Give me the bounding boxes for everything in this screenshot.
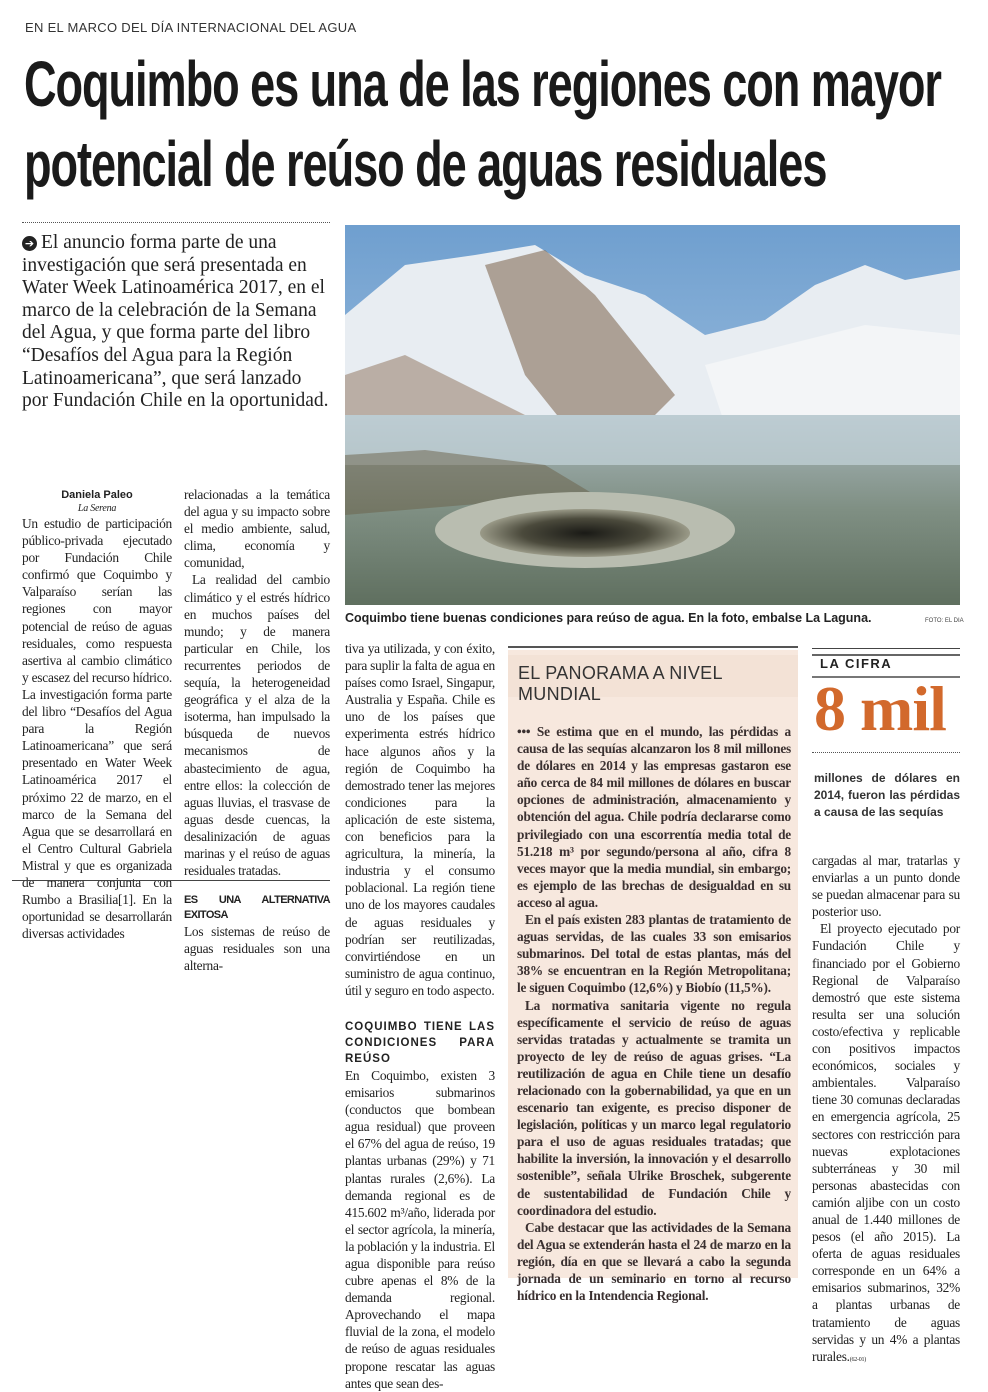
photo-image — [345, 225, 960, 605]
headline-line-2: potencial de reúso de aguas residuales — [24, 128, 827, 200]
body-column-2 — [184, 486, 330, 974]
divider — [812, 752, 960, 753]
cifra-label: LA CIFRA — [820, 656, 893, 671]
arrow-right-icon: ➔ — [22, 236, 37, 251]
body-column-1 — [22, 488, 172, 942]
body-paragraph: cargadas al mar, tratarlas y enviarlas a un punto donde se puedan almacenar para su posterior uso. — [812, 853, 960, 920]
subheading: COQUIMBO TIENE LAS CONDICIONES PARA REÚSO — [345, 1020, 495, 1065]
body-text: El proyecto ejecutado por Fundación Chile y financiado por el Gobierno Regional de Valparaíso demostró que este sistema resulta ser una solución costo/efectiva y replicable con positivos impactos económicos, sociales y ambientales. Valparaíso tiene 30 comunas declaradas en emergencia agrícola, 25 sectores con restricción para nuevas explotaciones subterráneas y 30 mil personas abastecidas con camión aljibe con un costo anual de 1.440 millones de pesos (el año 2015). La oferta de aguas residuales corresponde en un 64% a emisarios submarinos, 32% a plantas urbanas de tratamiento de aguas servidas y un 4% a plantas rurales. — [812, 921, 960, 1364]
sidebar-title: EL PANORAMA A NIVEL MUNDIAL — [508, 655, 798, 697]
body-paragraph — [812, 920, 960, 1368]
body-column-3 — [345, 640, 495, 1392]
headline-line-1: Coquimbo es una de las regiones con mayor — [24, 48, 941, 120]
body-column-4 — [812, 852, 960, 1369]
sidebar-paragraph: En el país existen 283 plantas de tratamiento de aguas servidas, de las cuales 33 son emisarios submarinos. Del total de estas plantas, más del 38% se encuentran en la Región Metropolitana; le siguen Coquimbo (12,6%) y Biobío (11,5%). — [517, 912, 791, 996]
sidebar-body — [517, 723, 791, 1304]
photo-credit: FOTO: EL DIA — [925, 618, 964, 624]
body-paragraph: relacionadas a la temática del agua y su impacto sobre el medio ambiente, salud, clima, economía y comunidad, — [184, 487, 330, 571]
photo-caption: Coquimbo tiene buenas condiciones para reúso de agua. En la foto, embalse La Laguna. — [345, 611, 872, 625]
sidebar-paragraph: Se estima que en el mundo, las pérdidas a causa de las sequías alcanzaron los 8 mil millones de dólares en 2014 y las empresas gastaron ese año cerca de 84 mil millones de dólares en buscar opciones de administración, almacenamiento y obtención del agua. Chile podría declararse como privilegiado con una escorrentía media total de 51.218 m³ por segundo/persona al año, cifra 8 veces mayor que la media mundial, sin embargo; es ejemplo de las brechas de desigualdad en su acceso al agua. — [517, 724, 792, 910]
photo-embalse-la-laguna — [345, 225, 960, 605]
kicker: EN EL MARCO DEL DÍA INTERNACIONAL DEL AGUA — [25, 20, 357, 35]
sidebar-paragraph: La normativa sanitaria vigente no regula específicamente el servicio de reúso de aguas servidas tratadas y actualmente se tramita un proyecto de ley de reúso de aguas grises. “La reutilización de agua en Chile tiene un desafío relacionado con la gobernabilidad, ya que en un escenario tan exigente, es preciso disponer de legislación, políticas y un marco legal regulatorio para el uso de aguas residuales tratadas; que habilite la inversión, la innovación y el desarrollo sostenible”, señala Ulrike Broschek, subgerente de sustentabilidad de Fundación Chile y coordinadora del estudio. — [517, 997, 791, 1218]
body-paragraph: En Coquimbo, existen 3 emisarios submarinos (conductos que bombean agua residual) que proveen el 67% del agua de reúso, 19 plantas urbanas (29%) y 71 plantas rurales (2,6%). La demanda regional es de 415.602 m³/año, liderada por el sector agrícola, la minería, la población y la industria. El agua disponible para reúso cubre apenas el 8% de la demanda regional. Aprovechando el mapa fluvial de la zona, el modelo de reúso de aguas residuales propone rescatar las aguas antes que sean des- — [345, 1067, 495, 1391]
body-paragraph: Un estudio de participación público-privada ejecutado por Fundación Chile confirmó que Coquimbo y Valparaíso serían las regiones con mayor potencial de reúso de aguas residuales, como respuesta asertiva al cambio climático y escasez del recurso hídrico. La investigación forma parte del libro “Desafíos del Agua para la Región Latinoamericana” que será presentado en Water Week Latinoamérica 2017 el próximo 22 de marzo, en el marco de la Semana del Agua que se desarrollará en el Centro Cultural Gabriela Mistral y que es organizada de manera conjunta con Rumbo a Brasilia[1]. En la oportunidad se desarrollarán diversas actividades — [22, 516, 172, 942]
body-paragraph: tiva ya utilizada, y con éxito, para suplir la falta de agua en países como Israel, Singapur, Australia y España. Chile es uno de los países que experimenta estrés hídrico hace algunos años y la región de Coquimbo ha demostrado tener las mejores condiciones para la aplicación de este sistema, con beneficios para la agricultura, la minería, la industria y el consumo poblacional. La región tiene uno de los mayores caudales de aguas residuales y podrían ser reutilizadas, convirtiéndose en un suministro de agua continuo, útil y seguro en todo aspecto. — [345, 641, 495, 998]
byline-place: La Serena — [77, 503, 117, 514]
sidebar-top-rule — [508, 646, 798, 648]
lead-text: El anuncio forma parte de una investigación que será presentada en Water Week Latinoamérica 2017, en el marco de la celebración de la Semana del Agua, y que forma parte del libro “Desafíos del Agua para la Región Latinoamericana”, que será lanzado por Fundación Chile en la oportunidad. — [22, 232, 329, 412]
headline — [24, 44, 962, 204]
body-paragraph: Los sistemas de reúso de aguas residuales son una alterna- — [184, 924, 330, 974]
cifra-top-rule — [812, 648, 960, 649]
sidebar-paragraph: Cabe destacar que las actividades de la Semana del Agua se extenderán hasta el 24 de marzo en la región, día en que se llevará a cabo la segunda jornada de un seminario en torno al recurso hídrico en la Intendencia Regional. — [517, 1219, 791, 1304]
divider — [22, 222, 330, 223]
cifra-value: 8 mil — [814, 673, 946, 744]
bullet-icon: ••• — [517, 724, 531, 739]
signoff: (62-01) — [849, 1356, 867, 1363]
subheading: ES UNA ALTERNATIVA EXITOSA — [184, 894, 330, 922]
body-paragraph: La realidad del cambio climático y el estrés hídrico en muchos países del mundo; y de manera particular en Chile, los recurrentes periodos de sequía, la heterogeneidad geográfica y el alza de la isoterma, han impulsado la búsqueda de nuevos mecanismos de abastecimiento de agua, entre ellos: la colección de aguas lluvias, el trasvase de aguas desde cuencas, la desalinización de aguas marinas y el reúso de aguas residuales tratadas. — [184, 572, 330, 879]
lead-paragraph — [22, 232, 332, 413]
byline-author: Daniela Paleo — [61, 489, 133, 501]
column-bottom-rule — [12, 880, 330, 881]
cifra-description: millones de dólares en 2014, fueron las pérdidas a causa de las sequías — [814, 771, 960, 819]
